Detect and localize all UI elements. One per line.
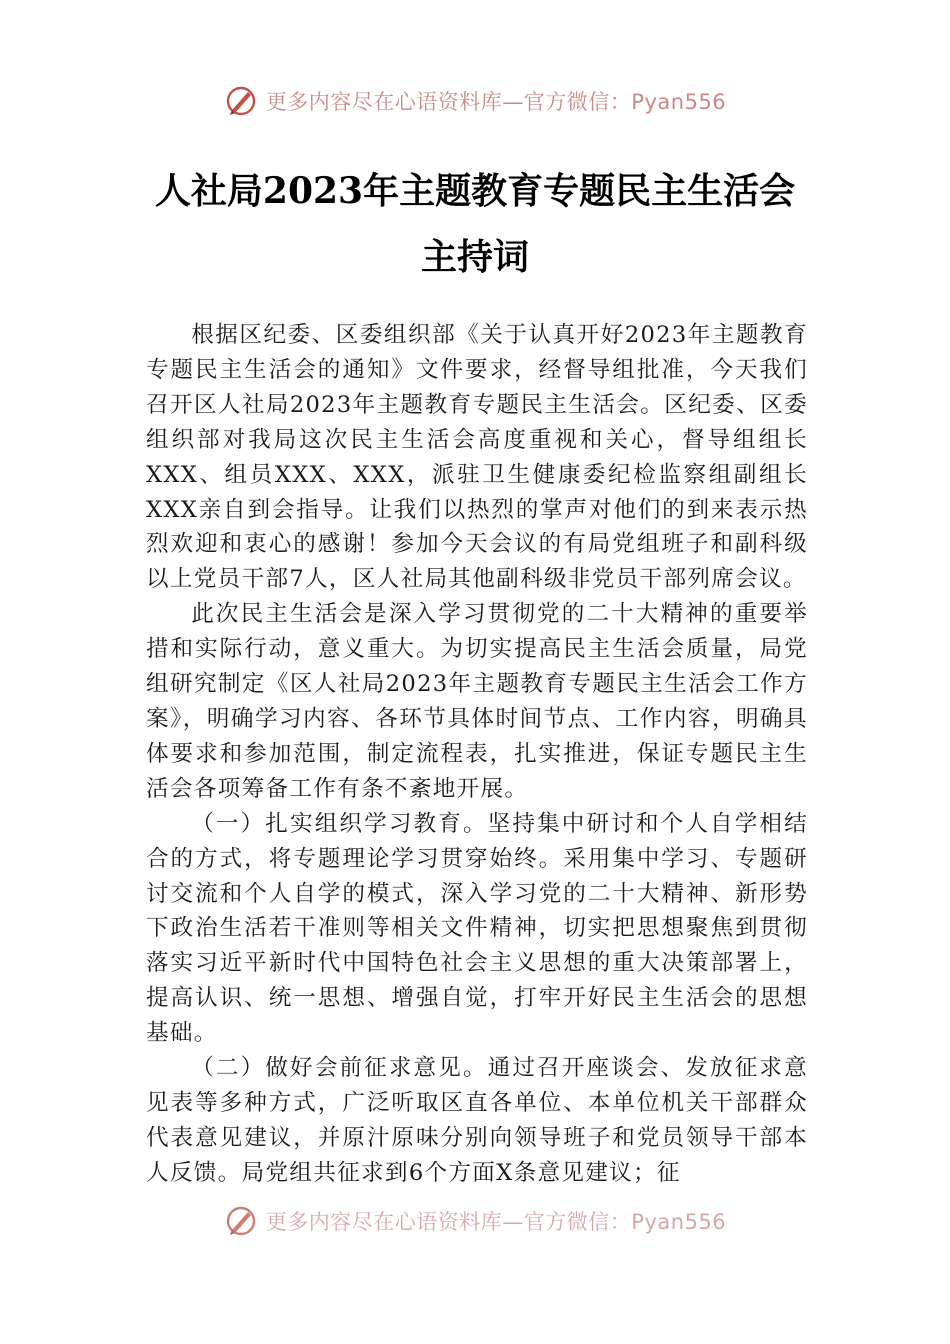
paragraph-3: （一）扎实组织学习教育。坚持集中研讨和个人自学相结合的方式，将专题理论学习贯穿始终。采用集中学习、专题研讨交流和个人自学的模式，深入学习党的二十大精神、新形势下政治生活若干准则等相关文件精神，切实把思想聚焦到贯彻落实习近平新时代中国特色社会主义思想的重大决策部署上，提高认识、统一思想、增强自觉，打牢开好民主生活会的思想基础。 <box>146 810 808 1047</box>
pen-logo-icon <box>224 84 258 118</box>
watermark-bottom <box>0 1204 950 1238</box>
watermark-text: 更多内容尽在心语资料库—官方微信：Pyan556 <box>265 1210 727 1234</box>
pen-logo-icon <box>224 1204 258 1238</box>
paragraph-2: 此次民主生活会是深入学习贯彻党的二十大精神的重要举措和实际行动，意义重大。为切实提高民主生活会质量，局党组研究制定《区人社局2023年主题教育专题民主生活会工作方案》，明确学习内容、各环节具体时间节点、工作内容，明确具体要求和参加范围，制定流程表，扎实推进，保证专题民主生活会各项筹备工作有条不紊地开展。 <box>146 601 808 802</box>
watermark-text: 更多内容尽在心语资料库—官方微信：Pyan556 <box>265 90 727 114</box>
document-body <box>146 318 808 1191</box>
document-title: 人社局2023年主题教育专题民主生活会主持词 <box>154 170 796 278</box>
watermark-top <box>0 84 950 118</box>
paragraph-4: （二）做好会前征求意见。通过召开座谈会、发放征求意见表等多种方式，广泛听取区直各单位、本单位机关干部群众代表意见建议，并原汁原味分别向领导班子和党员领导干部本人反馈。局党组共征求到6个方面X条意见建议；征 <box>146 1055 808 1186</box>
paragraph-1: 根据区纪委、区委组织部《关于认真开好2023年主题教育专题民主生活会的通知》文件要求，经督导组批准，今天我们召开区人社局2023年主题教育专题民主生活会。区纪委、区委组织部对我局这次民主生活会高度重视和关心，督导组组长XXX、组员XXX、XXX，派驻卫生健康委纪检监察组副组长XXX亲自到会指导。让我们以热烈的掌声对他们的到来表示热烈欢迎和衷心的感谢！参加今天会议的有局党组班子和副科级以上党员干部7人，区人社局其他副科级非党员干部列席会议。 <box>146 322 808 593</box>
